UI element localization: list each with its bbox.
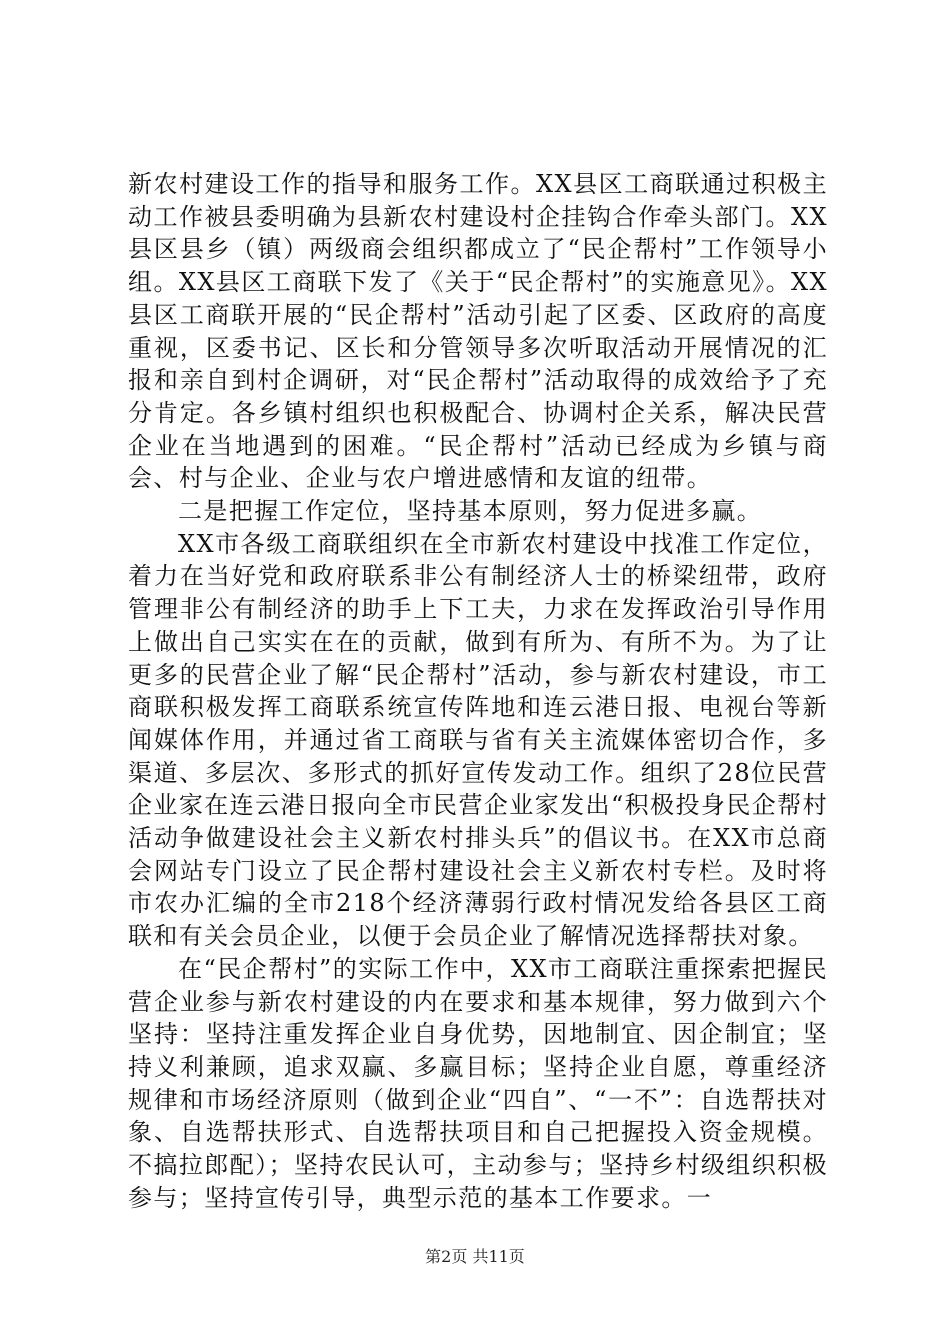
- document-body: [128, 168, 828, 1215]
- paragraph-2: 二是把握工作定位，坚持基本原则，努力促进多赢。: [178, 497, 763, 526]
- page-footer: 第2页 共11页: [425, 1247, 525, 1266]
- paragraph-1: 新农村建设工作的指导和服务工作。XX县区工商联通过积极主动工作被县委明确为县新农村建设村企挂钩合作牵头部门。XX县区县乡（镇）两级商会组织都成立了“民企帮村”工作领导小组。XX县区工商联下发了《关于“民企帮村”的实施意见》。XX县区工商联开展的“民企帮村”活动引起了区委、区政府的高度重视，区委书记、区长和分管领导多次听取活动开展情况的汇报和亲自到村企调研，对“民企帮村”活动取得的成效给予了充分肯定。各乡镇村组织也积极配合、协调村企关系，解决民营企业在当地遇到的困难。“民企帮村”活动已经成为乡镇与商会、村与企业、企业与农户增进感情和友谊的纽带。: [128, 170, 828, 493]
- paragraph-3: XX市各级工商联组织在全市新农村建设中找准工作定位，着力在当好党和政府联系非公有制经济人士的桥梁纽带，政府管理非公有制经济的助手上下工夫，力求在发挥政治引导作用上做出自己实实在在的贡献，做到有所为、有所不为。为了让更多的民营企业了解“民企帮村”活动，参与新农村建设，市工商联积极发挥工商联系统宣传阵地和连云港日报、电视台等新闻媒体作用，并通过省工商联与省有关主流媒体密切合作，多渠道、多层次、多形式的抓好宣传发动工作。组织了28位民营企业家在连云港日报向全市民营企业家发出“积极投身民企帮村活动争做建设社会主义新农村排头兵”的倡议书。在XX市总商会网站专门设立了民企帮村建设社会主义新农村专栏。及时将市农办汇编的全市218个经济薄弱行政村情况发给各县区工商联和有关会员企业，以便于会员企业了解情况选择帮扶对象。: [128, 529, 828, 951]
- paragraph-4: 在“民企帮村”的实际工作中，XX市工商联注重探索把握民营企业参与新农村建设的内在要求和基本规律，努力做到六个坚持：坚持注重发挥企业自身优势，因地制宜、因企制宜；坚持义利兼顾，追求双赢、多赢目标；坚持企业自愿，尊重经济规律和市场经济原则（做到企业“四自”、“一不”：自选帮扶对象、自选帮扶形式、自选帮扶项目和自己把握投入资金规模。不搞拉郎配）；坚持农民认可，主动参与；坚持乡村级组织积极参与；坚持宣传引导，典型示范的基本工作要求。一: [128, 954, 828, 1212]
